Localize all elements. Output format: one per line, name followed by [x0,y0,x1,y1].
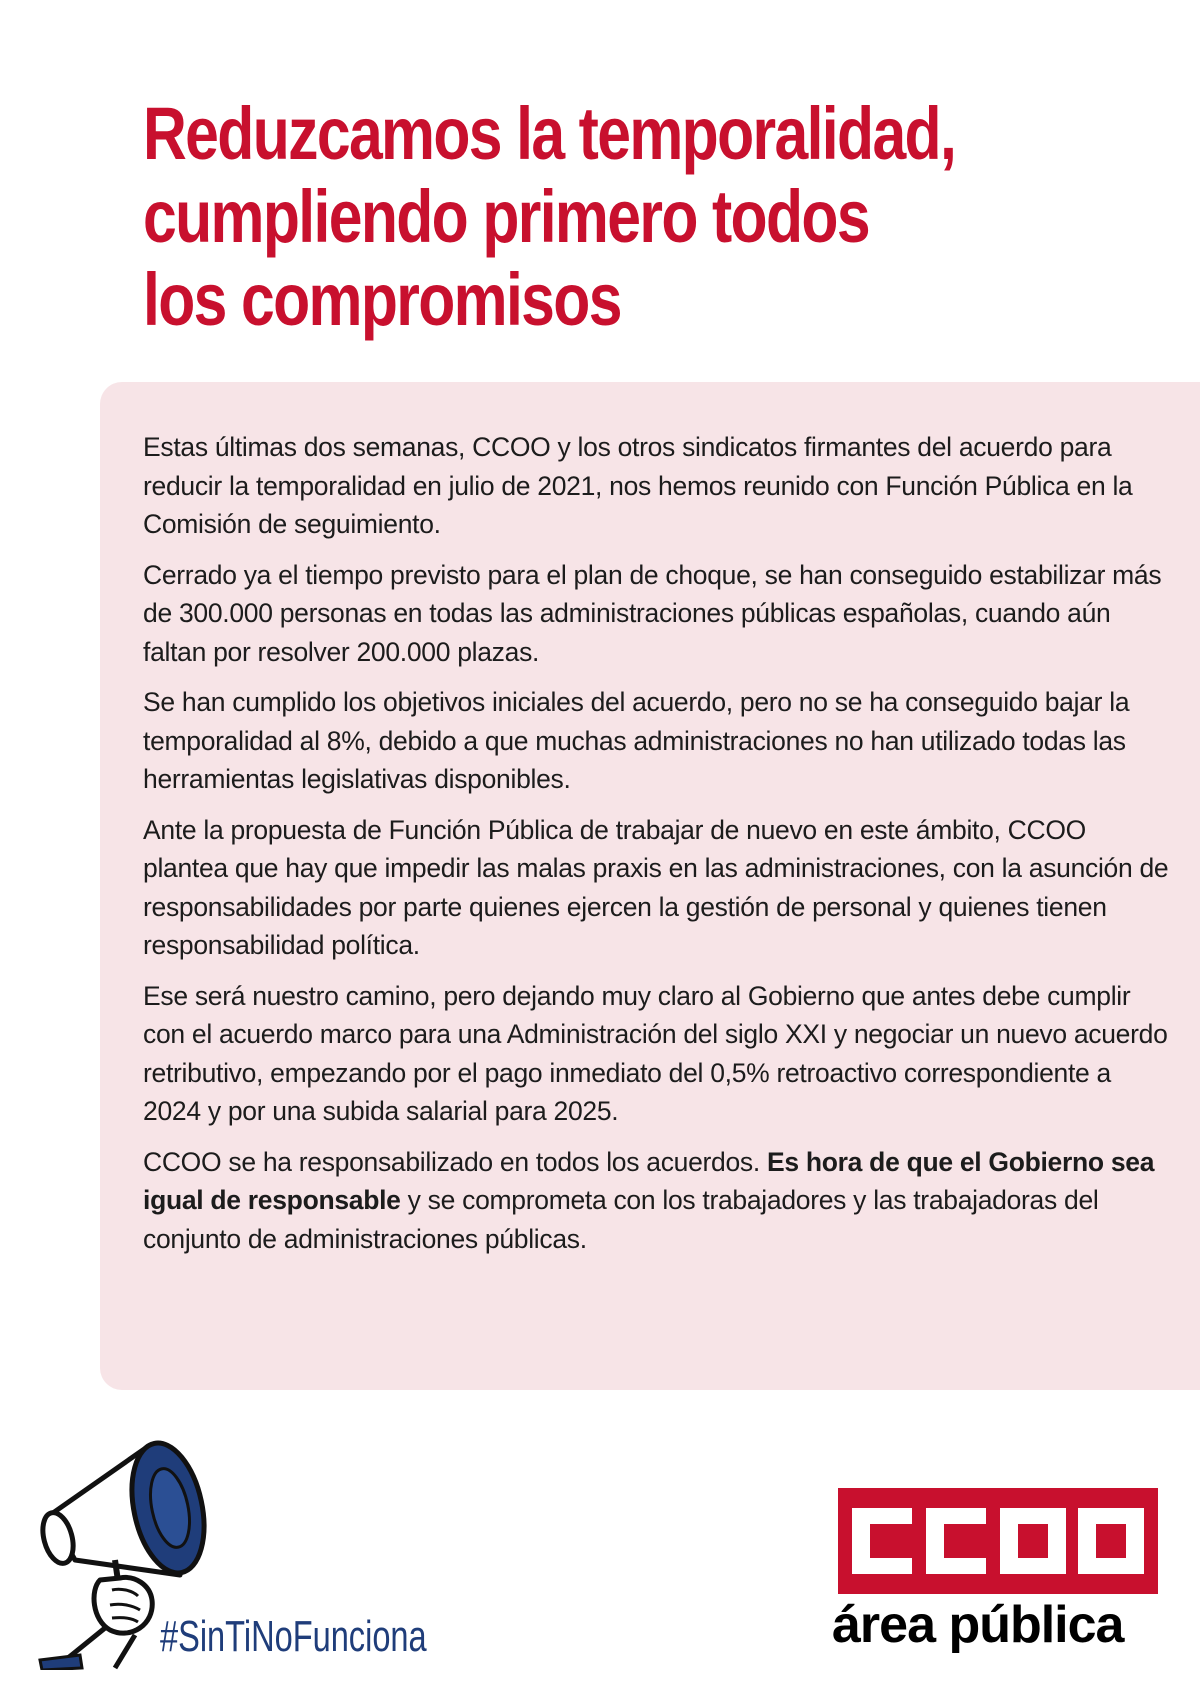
paragraph-6-end: y se comprometa con los trabajadores y las trabajadoras del conjunto de administraciones públicas. [143,1185,1099,1254]
paragraph-3: Se han cumplido los objetivos iniciales del acuerdo, pero no se ha conseguido bajar la temporalidad al 8%, debido a que muchas administraciones no han utilizado todas las herramientas legislativas disponibles. [143,687,1130,794]
paragraph-5: Ese será nuestro camino, pero dejando muy claro al Gobierno que antes debe cumplir con el acuerdo marco para una Administración del siglo XXI y negociar un nuevo acuerdo retributivo, empezando por el pago inmediato del 0,5% retroactivo correspondiente a 2024 y por una subida salarial para 2025. [143,980,1168,1126]
paragraph-1: Estas últimas dos semanas, CCOO y los otros sindicatos firmantes del acuerdo para reducir la temporalidad en julio de 2021, nos hemos reunido con Función Pública en la Comisión de seguimiento. [143,432,1133,539]
logo-subtitle: área pública [832,1596,1124,1654]
headline-line-3: los compromisos [143,258,621,341]
headline-line-1: Reduzcamos la temporalidad, [143,92,956,175]
ccoo-logo [838,1488,1158,1594]
headline [143,92,956,341]
headline-line-2: cumpliendo primero todos [143,175,869,258]
paragraph-6-bold: Es hora de que el Gobierno sea igual de responsable [143,1146,1155,1215]
body-text [143,428,1173,1270]
paragraph-2: Cerrado ya el tiempo previsto para el plan de choque, se han conseguido estabilizar más de 300.000 personas en todas las administraciones públicas españolas, cuando aún faltan por resolver 200.000 plazas. [143,559,1162,667]
paragraph-6-start: CCOO se ha responsabilizado en todos los acuerdos. [143,1146,768,1177]
paragraph-4: Ante la propuesta de Función Pública de trabajar de nuevo en este ámbito, CCOO plantea que hay que impedir las malas praxis en las administraciones, con la asunción de responsabilidades por parte quienes ejercen la gestión de personal y quienes tienen responsabilidad política. [143,814,1169,960]
paragraph-6 [143,1143,1173,1259]
hashtag: #SinTiNoFunciona [160,1612,427,1661]
